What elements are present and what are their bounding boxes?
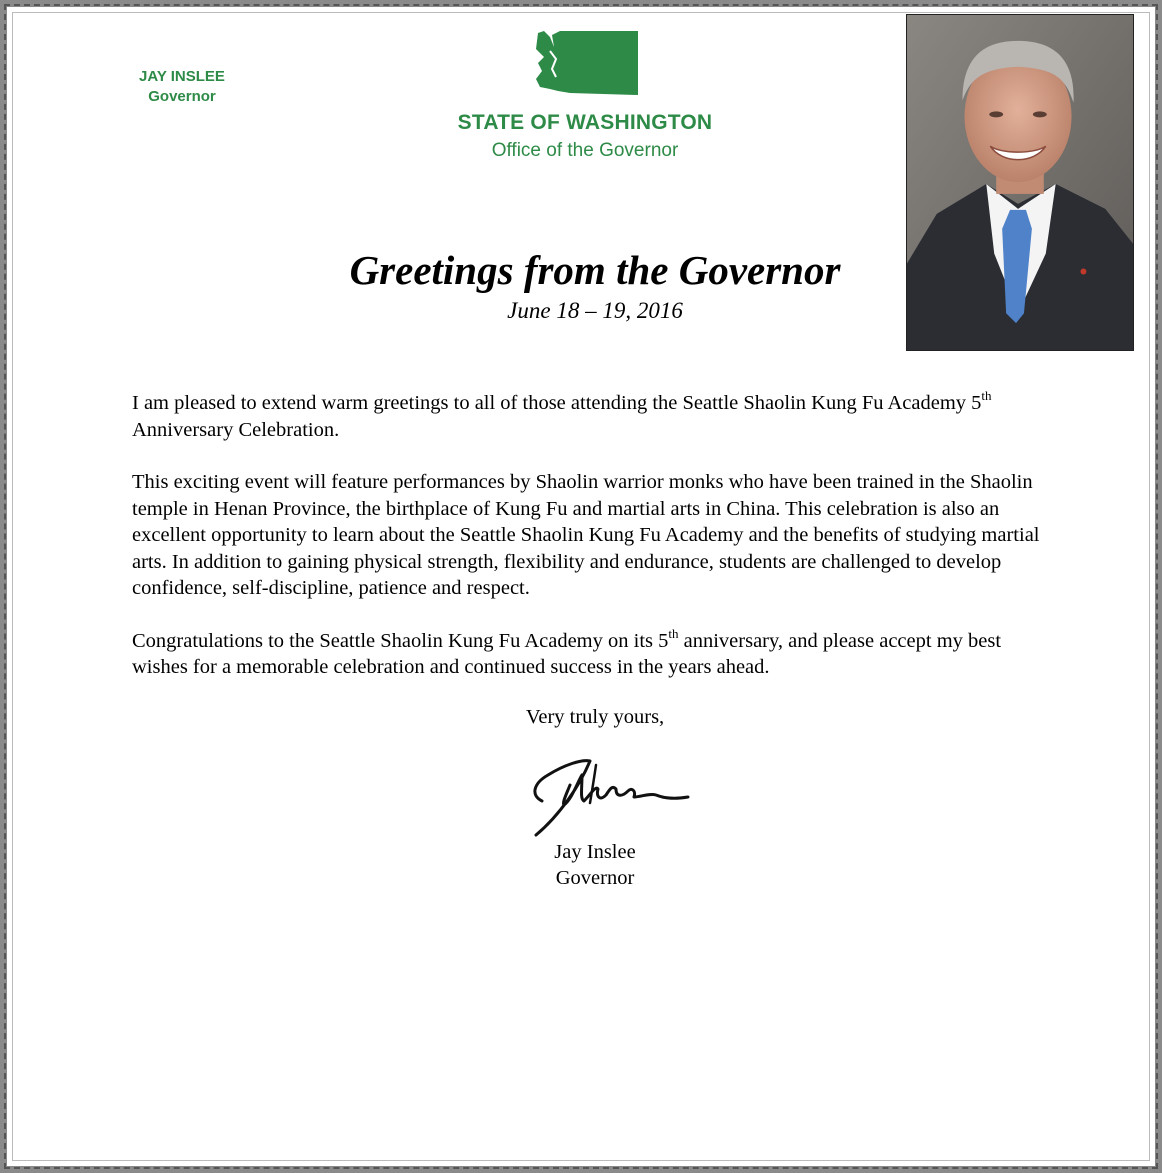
paragraph-3-text-b: anniversary, and please accept my best wishes for a memorable celebration and continued success in the years ahead. xyxy=(132,629,1002,678)
signer-title: Governor xyxy=(555,867,635,889)
letterhead-governor-name: JAY INSLEE xyxy=(139,68,225,85)
state-title: STATE OF WASHINGTON xyxy=(457,111,713,134)
governor-portrait-photo xyxy=(906,14,1134,351)
paragraph-3-text-a: Congratulations to the Seattle Shaolin Kung Fu Academy on its 5 xyxy=(132,629,669,652)
paragraph-2: This exciting event will feature performances by Shaolin warrior monks who have been trained in the Shaolin temple in Henan Province, the birthplace of Kung Fu and martial arts in China. This celebration is also an excellent opportunity to learn about the Seattle Shaolin Kung Fu Academy and the benefits of studying martial arts. In addition to gaining physical strength, flexibility and endurance, students are challenged to develop confidence, self-discipline, patience and respect. xyxy=(132,471,1040,599)
paragraph-1-ordinal: th xyxy=(981,388,992,403)
event-date: June 18 – 19, 2016 xyxy=(507,298,683,323)
paragraph-3-ordinal: th xyxy=(668,625,679,641)
office-name: Office of the Governor xyxy=(491,140,679,161)
greeting-title: Greetings from the Governor xyxy=(349,247,841,293)
closing-salutation: Very truly yours, xyxy=(525,706,665,728)
signer-block xyxy=(470,839,720,891)
signer-name: Jay Inslee xyxy=(554,841,636,863)
washington-state-logo-icon xyxy=(530,29,640,99)
letterhead-governor-block xyxy=(100,67,264,107)
handwritten-signature xyxy=(520,745,700,840)
paragraph-1-text-a: I am pleased to extend warm greetings to all of those attending the Seattle Shaolin Kung Fu Academy 5 xyxy=(132,392,982,414)
paragraph-1-text-b: Anniversary Celebration. xyxy=(132,418,340,441)
letter-body xyxy=(132,390,1052,707)
paragraph-3 xyxy=(132,625,1052,681)
letterhead-governor-title: Governor xyxy=(148,88,216,105)
paragraph-1 xyxy=(132,390,1052,443)
